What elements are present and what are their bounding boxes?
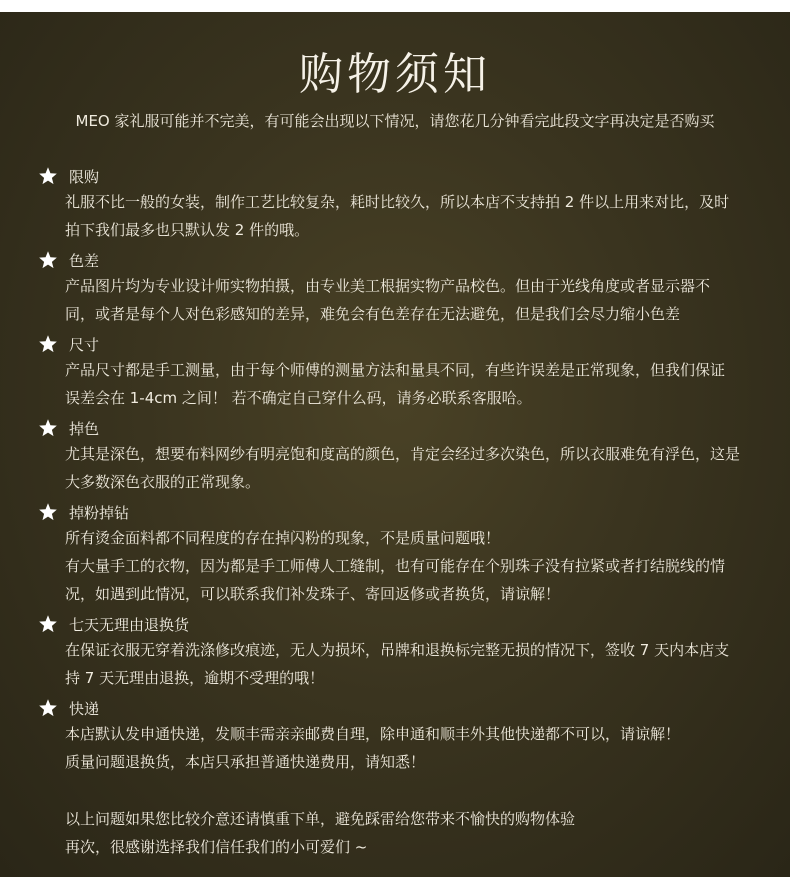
star-icon <box>38 418 58 438</box>
section-title: 快递 <box>69 699 100 718</box>
section-line: 同，或者是每个人对色彩感知的差异，难免会有色差存在无法避免，但是我们会尽力缩小色差 <box>65 305 681 323</box>
section-color-difference <box>38 248 768 328</box>
section-heading <box>38 500 768 524</box>
section-line: 大多数深色衣服的正常现象。 <box>65 473 261 491</box>
star-icon <box>38 250 58 270</box>
section-line: 拍下我们最多也只默认发 2 件的哦。 <box>65 221 310 239</box>
star-icon <box>38 502 58 522</box>
star-icon <box>38 698 58 718</box>
section-title: 七天无理由退换货 <box>69 615 190 634</box>
section-line: 在保证衣服无穿着洗涤修改痕迹，无人为损坏，吊牌和退换标完整无损的情况下，签收 7 天内本店支 <box>65 641 730 659</box>
section-heading <box>38 248 768 272</box>
page-title: 购物须知 <box>299 49 491 100</box>
section-heading <box>38 612 768 636</box>
section-line: 质量问题退换货，本店只承担普通快递费用，请知悉！ <box>65 753 426 771</box>
closing-note <box>65 805 575 861</box>
intro-text: MEO 家礼服可能并不完美，有可能会出现以下情况，请您花几分钟看完此段文字再决定是否购买 <box>75 112 715 130</box>
section-heading <box>38 696 768 720</box>
section-line: 持 7 天无理由退换，逾期不受理的哦！ <box>65 669 325 687</box>
closing-line: 再次，很感谢选择我们信任我们的小可爱们 ~ <box>65 838 368 856</box>
section-title: 色差 <box>69 251 100 270</box>
section-fading <box>38 416 768 496</box>
section-line: 产品图片均为专业设计师实物拍摄，由专业美工根据实物产品校色。但由于光线角度或者显示器不 <box>65 277 711 295</box>
section-title: 限购 <box>69 167 100 186</box>
section-line: 误差会在 1-4cm 之间！ 若不确定自己穿什么码，请务必联系客服哈。 <box>65 389 532 407</box>
section-heading <box>38 164 768 188</box>
section-size <box>38 332 768 412</box>
star-icon <box>38 166 58 186</box>
section-returns <box>38 612 768 692</box>
section-purchase-limit <box>38 164 768 244</box>
section-heading <box>38 416 768 440</box>
section-title: 掉粉掉钻 <box>69 503 130 522</box>
section-line: 况，如遇到此情况，可以联系我们补发珠子、寄回返修或者换货，请谅解！ <box>65 585 561 603</box>
star-icon <box>38 614 58 634</box>
section-heading <box>38 332 768 356</box>
section-glitter-loss <box>38 500 768 608</box>
star-icon <box>38 334 58 354</box>
section-title: 掉色 <box>69 419 100 438</box>
section-shipping <box>38 696 768 776</box>
section-line: 所有烫金面料都不同程度的存在掉闪粉的现象，不是质量问题哦！ <box>65 529 501 547</box>
section-line: 产品尺寸都是手工测量，由于每个师傅的测量方法和量具不同，有些许误差是正常现象，但我们保证 <box>65 361 726 379</box>
section-line: 本店默认发申通快递，发顺丰需亲亲邮费自理，除申通和顺丰外其他快递都不可以，请谅解！ <box>65 725 681 743</box>
section-line: 尤其是深色，想要布料网纱有明亮饱和度高的颜色，肯定会经过多次染色，所以衣服难免有浮色，这是 <box>65 445 741 463</box>
top-border <box>0 0 790 12</box>
section-line: 有大量手工的衣物，因为都是手工师傅人工缝制，也有可能存在个别珠子没有拉紧或者打结脱线的情 <box>65 557 726 575</box>
section-title: 尺寸 <box>69 335 100 354</box>
closing-line: 以上问题如果您比较介意还请慎重下单，避免踩雷给您带来不愉快的购物体验 <box>65 810 576 828</box>
section-line: 礼服不比一般的女装，制作工艺比较复杂，耗时比较久，所以本店不支持拍 2 件以上用来对比，及时 <box>65 193 730 211</box>
